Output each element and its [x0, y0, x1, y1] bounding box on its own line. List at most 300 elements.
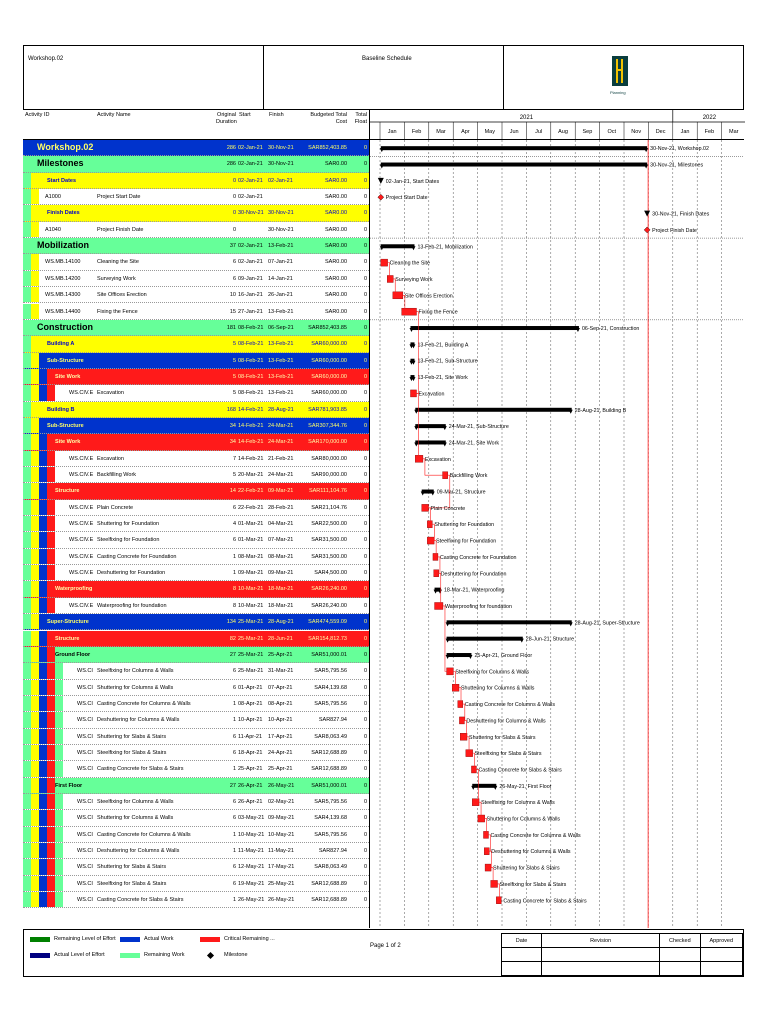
wbs-level-stripe	[23, 353, 31, 368]
activity-row[interactable]	[23, 434, 369, 450]
bar-label: 28-Aug-21, Building B	[574, 407, 627, 414]
col-orig-duration[interactable]: Original Duration	[216, 112, 237, 125]
bar-label: Steelfixing for Columns & Walls	[455, 669, 530, 676]
wbs-level-stripe	[39, 810, 47, 825]
activity-row[interactable]	[23, 647, 369, 663]
orig-duration: 6	[232, 864, 236, 871]
bar-label: Site Offices Erection	[404, 293, 453, 300]
start-date: 25-Mar-21	[238, 668, 264, 675]
activity-row[interactable]	[23, 892, 369, 908]
budget-cost: SAR827.94	[318, 848, 347, 855]
wbs-level-stripe	[39, 434, 47, 449]
wbs-level-stripe	[55, 663, 63, 678]
activity-row[interactable]	[23, 483, 369, 499]
start-date: 26-May-21	[238, 897, 265, 904]
total-float: 0	[363, 570, 367, 577]
activity-row[interactable]	[23, 140, 369, 156]
finish-date: 18-Mar-21	[268, 602, 294, 609]
wbs-level-stripe	[39, 647, 47, 662]
wbs-level-stripe	[47, 647, 55, 662]
activity-id: Structure	[55, 488, 80, 495]
activity-row[interactable]	[23, 794, 369, 810]
activity-id: WS.CIV.E	[69, 521, 94, 528]
orig-duration: 1	[232, 700, 236, 707]
total-float: 0	[363, 766, 367, 773]
budget-cost: SAR8,063.49	[314, 733, 347, 740]
start-date: 14-Feb-21	[238, 455, 264, 462]
start-date: 08-Feb-21	[238, 373, 264, 380]
activity-id: Mobilization	[37, 240, 89, 251]
wbs-level-stripe	[23, 304, 31, 319]
bar-label: Shuttering for Columns & Walls	[486, 816, 561, 823]
budget-cost: SAR5,795.56	[314, 831, 347, 838]
wbs-level-stripe	[55, 843, 63, 858]
budget-cost: SAR5,795.56	[314, 700, 347, 707]
legend-swatch	[30, 937, 50, 942]
bar-label: Casting Concrete for Columns & Walls	[490, 832, 581, 839]
wbs-level-stripe	[23, 336, 31, 351]
orig-duration: 34	[229, 439, 236, 446]
wbs-level-stripe	[31, 581, 39, 596]
activity-id: WS.MB.14100	[45, 259, 81, 266]
activity-name: Project Finish Date	[97, 226, 144, 233]
finish-date: 13-Feb-21	[268, 308, 294, 315]
activity-row[interactable]	[23, 320, 369, 336]
start-date: 25-Mar-21	[238, 619, 264, 626]
activity-id: First Floor	[55, 782, 83, 789]
activity-name: Steelfixing for Columns & Walls	[97, 668, 174, 675]
month-label: Jan	[680, 129, 690, 135]
wbs-level-stripe	[31, 631, 39, 646]
total-float: 0	[363, 357, 367, 364]
wbs-level-stripe	[55, 810, 63, 825]
activity-id: WS.CIV.E	[69, 570, 94, 577]
orig-duration: 5	[232, 341, 236, 348]
bar-label: Deshuttering for Columns & Walls	[466, 718, 546, 725]
finish-date: 02-Jan-21	[268, 177, 293, 184]
activity-id: Waterproofing	[55, 586, 93, 593]
wbs-level-stripe	[39, 794, 47, 809]
timescale-svg	[370, 110, 745, 140]
wbs-level-stripe	[31, 843, 39, 858]
wbs-level-stripe	[31, 827, 39, 842]
orig-duration: 0	[232, 210, 236, 217]
wbs-level-stripe	[23, 745, 31, 760]
orig-duration: 0	[232, 177, 236, 184]
wbs-level-stripe	[55, 827, 63, 842]
orig-duration: 168	[226, 406, 236, 413]
activity-row[interactable]	[23, 353, 369, 369]
finish-date: 31-Mar-21	[268, 668, 294, 675]
total-float: 0	[363, 488, 367, 495]
activity-row[interactable]	[23, 467, 369, 483]
orig-duration: 181	[226, 324, 236, 331]
orig-duration: 7	[232, 455, 236, 462]
orig-duration: 4	[232, 521, 236, 528]
activity-row[interactable]	[23, 712, 369, 728]
activity-row[interactable]	[23, 418, 369, 434]
wbs-level-stripe	[47, 565, 55, 580]
wbs-level-stripe	[31, 778, 39, 793]
wbs-level-stripe	[39, 385, 47, 400]
bar-label: Shuttering for Slabs & Stairs	[469, 734, 536, 741]
wbs-level-stripe	[31, 859, 39, 874]
wbs-level-stripe	[39, 631, 47, 646]
activity-name: Casting Concrete for Foundation	[97, 553, 177, 560]
bar-label: 06-Sep-21, Construction	[581, 326, 640, 333]
activity-row[interactable]	[23, 631, 369, 647]
wbs-level-stripe	[47, 859, 55, 874]
wbs-level-stripe	[23, 287, 31, 302]
orig-duration: 6	[232, 275, 236, 282]
wbs-level-stripe	[31, 353, 39, 368]
activity-row[interactable]	[23, 205, 369, 221]
activity-row[interactable]	[23, 369, 369, 385]
total-float: 0	[363, 406, 367, 413]
activity-name: Deshuttering for Columns & Walls	[97, 848, 180, 855]
activity-name: Plain Concrete	[97, 504, 134, 511]
finish-date: 07-Mar-21	[268, 537, 294, 544]
activity-id: WS.CI	[77, 700, 93, 707]
bar-label: Excavation	[418, 391, 445, 398]
activity-id: Sub-Structure	[47, 357, 84, 364]
wbs-level-stripe	[23, 876, 31, 891]
budget-cost: SAR4,139.68	[314, 815, 347, 822]
wbs-level-stripe	[31, 385, 39, 400]
total-float: 0	[363, 324, 367, 331]
total-float: 0	[363, 815, 367, 822]
wbs-level-stripe	[31, 532, 39, 547]
bar-label: Deshuttering for Columns & Walls	[491, 849, 571, 856]
summary-bar	[415, 440, 445, 444]
wbs-level-stripe	[31, 892, 39, 907]
wbs-level-stripe	[31, 745, 39, 760]
wbs-level-stripe	[23, 859, 31, 874]
total-float: 0	[363, 504, 367, 511]
bar-label: 28-Jun-21, Structure	[525, 636, 575, 643]
activity-row[interactable]	[23, 581, 369, 597]
activity-id: WS.CIV.E	[69, 472, 94, 478]
activity-id: WS.CI	[77, 749, 93, 756]
orig-duration: 1	[232, 848, 236, 855]
budget-cost: SAR0.00	[324, 275, 347, 282]
budget-cost: SAR0.00	[324, 243, 347, 250]
col-activity-name[interactable]: Activity Name	[97, 112, 131, 118]
total-float: 0	[363, 275, 367, 282]
budget-cost: SAR307,344.76	[308, 422, 347, 429]
budget-cost: SAR0.00	[324, 259, 347, 266]
bar-label: Fixing the Fence	[418, 309, 458, 316]
wbs-level-stripe	[23, 467, 31, 482]
orig-duration: 27	[229, 651, 236, 658]
wbs-level-stripe	[23, 729, 31, 744]
activity-row[interactable]	[23, 402, 369, 418]
wbs-level-stripe	[23, 189, 31, 204]
finish-date: 26-Jan-21	[268, 292, 293, 299]
orig-duration: 6	[232, 504, 236, 511]
activity-id: WS.CIV.E	[69, 390, 94, 397]
start-date: 14-Feb-21	[238, 422, 264, 429]
activity-row[interactable]	[23, 222, 369, 238]
activity-row[interactable]	[23, 598, 369, 614]
wbs-level-stripe	[23, 843, 31, 858]
activity-row[interactable]	[23, 859, 369, 875]
orig-duration: 82	[229, 635, 236, 642]
activity-row[interactable]	[23, 173, 369, 189]
rev-approved-header: Approved	[700, 934, 742, 948]
budget-cost: SAR60,000.00	[311, 357, 347, 364]
activity-row[interactable]	[23, 778, 369, 794]
wbs-level-stripe	[47, 892, 55, 907]
activity-row[interactable]	[23, 516, 369, 532]
col-total-float[interactable]: Total Float	[354, 112, 367, 125]
orig-duration: 34	[229, 422, 236, 429]
wbs-level-stripe	[47, 532, 55, 547]
start-date: 19-May-21	[238, 880, 265, 887]
activity-row[interactable]	[23, 336, 369, 352]
summary-bar	[447, 653, 472, 657]
start-date: 20-Mar-21	[238, 472, 264, 478]
month-label: Feb	[411, 129, 422, 135]
project-cell	[24, 46, 264, 109]
month-label: Sep	[582, 129, 593, 135]
wbs-level-stripe	[55, 794, 63, 809]
wbs-level-stripe	[55, 696, 63, 711]
orig-duration: 1	[232, 831, 236, 838]
activity-name: Casting Concrete for Slabs & Stairs	[97, 897, 184, 904]
orig-duration: 6	[232, 684, 236, 691]
wbs-level-stripe	[39, 549, 47, 564]
activity-row[interactable]	[23, 729, 369, 745]
orig-duration: 6	[232, 880, 236, 887]
total-float: 0	[363, 749, 367, 756]
wbs-level-stripe	[23, 222, 31, 237]
activity-row[interactable]	[23, 810, 369, 826]
budget-cost: SAR12,688.89	[311, 766, 347, 773]
legend-swatch	[30, 953, 50, 958]
finish-date: 08-Apr-21	[268, 700, 293, 707]
activity-id: WS.CIV.E	[69, 504, 94, 511]
finish-date: 13-Feb-21	[268, 373, 294, 380]
activity-id: Workshop.02	[37, 142, 94, 152]
activity-name: Steelfixing for Slabs & Stairs	[97, 880, 167, 887]
start-date: 18-Apr-21	[238, 749, 263, 756]
col-start[interactable]: Start	[239, 112, 251, 118]
wbs-level-stripe	[31, 729, 39, 744]
activity-row[interactable]	[23, 254, 369, 270]
activity-row[interactable]	[23, 304, 369, 320]
finish-date: 06-Sep-21	[268, 324, 294, 331]
activity-row[interactable]	[23, 843, 369, 859]
wbs-level-stripe	[31, 451, 39, 466]
budget-cost: SAR0.00	[324, 308, 347, 315]
total-float: 0	[363, 521, 367, 528]
start-date: 10-Apr-21	[238, 717, 263, 724]
total-float: 0	[363, 799, 367, 805]
total-float: 0	[363, 651, 367, 658]
wbs-level-stripe	[39, 451, 47, 466]
budget-cost: SAR51,000.01	[311, 782, 347, 789]
total-float: 0	[363, 194, 367, 201]
wbs-level-stripe	[55, 680, 63, 695]
wbs-level-stripe	[31, 663, 39, 678]
revision-table	[501, 933, 743, 976]
orig-duration: 6	[232, 668, 236, 675]
bar-label: Surveying Work	[395, 276, 433, 283]
wbs-level-stripe	[47, 516, 55, 531]
wbs-level-stripe	[47, 467, 55, 482]
wbs-level-stripe	[31, 810, 39, 825]
budget-cost: SAR4,139.68	[314, 684, 347, 691]
col-finish[interactable]: Finish	[269, 112, 284, 118]
finish-date: 11-May-21	[268, 848, 294, 855]
wbs-level-stripe	[47, 598, 55, 613]
wbs-level-stripe	[31, 712, 39, 727]
total-float: 0	[363, 537, 367, 544]
rev-cell	[660, 948, 700, 962]
activity-id: WS.CIV.E	[69, 553, 94, 560]
total-float: 0	[363, 259, 367, 266]
wbs-level-stripe	[23, 173, 31, 188]
wbs-level-stripe	[23, 696, 31, 711]
start-date: 02-Jan-21	[238, 161, 263, 168]
start-date: 14-Feb-21	[238, 439, 264, 446]
wbs-level-stripe	[39, 843, 47, 858]
wbs-level-stripe	[39, 680, 47, 695]
summary-start-cap	[380, 148, 384, 152]
summary-bar	[381, 163, 647, 167]
activity-name: Project Start Date	[97, 194, 141, 201]
wbs-level-stripe	[23, 516, 31, 531]
activity-row[interactable]	[23, 680, 369, 696]
bar-label: Steelfixing for Slabs & Stairs	[474, 751, 542, 758]
activity-row[interactable]	[23, 500, 369, 516]
legend-label: Milestone	[224, 952, 248, 958]
activity-row[interactable]	[23, 385, 369, 401]
wbs-level-stripe	[31, 614, 39, 629]
activity-row[interactable]	[23, 696, 369, 712]
budget-cost: SAR60,000.00	[311, 373, 347, 380]
activity-row[interactable]	[23, 189, 369, 205]
total-float: 0	[363, 373, 367, 380]
activity-row[interactable]	[23, 238, 369, 254]
activity-row[interactable]	[23, 549, 369, 565]
wbs-level-stripe	[39, 467, 47, 482]
activity-row[interactable]	[23, 761, 369, 777]
activity-id: WS.CI	[77, 668, 93, 675]
total-float: 0	[363, 308, 367, 315]
budget-cost: SAR0.00	[324, 210, 347, 217]
total-float: 0	[363, 668, 367, 675]
critical-bar	[443, 472, 448, 479]
wbs-level-stripe	[23, 418, 31, 433]
budget-cost: SAR12,688.89	[311, 749, 347, 756]
wbs-level-stripe	[31, 467, 39, 482]
finish-date: 13-Feb-21	[268, 341, 294, 348]
activity-row[interactable]	[23, 663, 369, 679]
wbs-level-stripe	[47, 500, 55, 515]
start-date: 25-Apr-21	[238, 766, 263, 773]
start-date: 09-Jan-21	[238, 275, 263, 282]
gantt-svg	[370, 140, 744, 928]
budget-cost: SAR111,104.76	[308, 488, 347, 495]
total-float: 0	[363, 243, 367, 250]
budget-cost: SAR4,500.00	[314, 570, 347, 577]
activity-row[interactable]	[23, 565, 369, 581]
activity-row[interactable]	[23, 271, 369, 287]
bar-label: Casting Concrete for Slabs & Stairs	[478, 767, 562, 774]
finish-date: 24-Mar-21	[268, 472, 294, 478]
bar-label: Deshuttering for Foundation	[440, 571, 507, 578]
total-float: 0	[363, 831, 367, 838]
wbs-level-stripe	[31, 369, 39, 384]
activity-row[interactable]	[23, 614, 369, 630]
bar-label: 30-Nov-21, Finish Dates	[652, 211, 710, 218]
activity-id: Sub-Structure	[47, 422, 84, 429]
rev-revision-header: Revision	[542, 934, 660, 948]
activity-row[interactable]	[23, 156, 369, 172]
activity-row[interactable]	[23, 532, 369, 548]
budget-cost: SAR8,063.49	[314, 864, 347, 871]
activity-id: Super-Structure	[47, 619, 89, 626]
total-float: 0	[363, 684, 367, 691]
total-float: 0	[363, 619, 367, 626]
activity-id: WS.CI	[77, 684, 93, 691]
budget-cost: SAR60,000.00	[311, 390, 347, 397]
total-float: 0	[363, 210, 367, 217]
col-budget[interactable]: Budgeted Total Cost	[310, 112, 347, 125]
wbs-level-stripe	[23, 581, 31, 596]
wbs-level-stripe	[55, 859, 63, 874]
bar-label: Shuttering for Slabs & Stairs	[493, 865, 560, 872]
summary-bar	[447, 637, 523, 641]
activity-row[interactable]	[23, 876, 369, 892]
col-activity-id[interactable]: Activity ID	[25, 112, 50, 118]
activity-row[interactable]	[23, 451, 369, 467]
budget-cost: SAR26,240.00	[311, 602, 347, 609]
bar-label: Steelfixing for Columns & Walls	[481, 800, 555, 807]
wbs-level-stripe	[23, 369, 31, 384]
activity-id: WS.CIV.E	[69, 602, 94, 609]
finish-date: 13-Feb-21	[268, 390, 294, 397]
summary-bar	[381, 146, 647, 150]
start-date: 25-Mar-21	[238, 635, 264, 642]
wbs-level-stripe	[23, 434, 31, 449]
budget-cost: SAR12,688.89	[311, 897, 347, 904]
activity-name: Site Offices Erection	[97, 292, 147, 299]
wbs-level-stripe	[39, 827, 47, 842]
activity-row[interactable]	[23, 827, 369, 843]
bar-label: Backfilling Work	[449, 473, 488, 480]
wbs-level-stripe	[23, 712, 31, 727]
bar-label: 26-May-21, First Floor	[499, 783, 552, 790]
activity-row[interactable]	[23, 745, 369, 761]
summary-end-cap	[644, 148, 648, 152]
wbs-level-stripe	[23, 254, 31, 269]
milestone-diamond	[378, 194, 384, 200]
bar-label: 13-Feb-21, Site Work	[417, 375, 468, 382]
activity-row[interactable]	[23, 287, 369, 303]
orig-duration: 6	[232, 733, 236, 740]
year-label: 2022	[702, 115, 717, 121]
activity-name: Deshuttering for Foundation	[97, 570, 166, 577]
finish-date: 30-Nov-21	[268, 210, 294, 217]
wbs-level-stripe	[39, 729, 47, 744]
budget-cost: SAR0.00	[324, 226, 347, 233]
report-header	[23, 45, 744, 110]
summary-bar	[381, 244, 415, 248]
wbs-level-stripe	[55, 712, 63, 727]
